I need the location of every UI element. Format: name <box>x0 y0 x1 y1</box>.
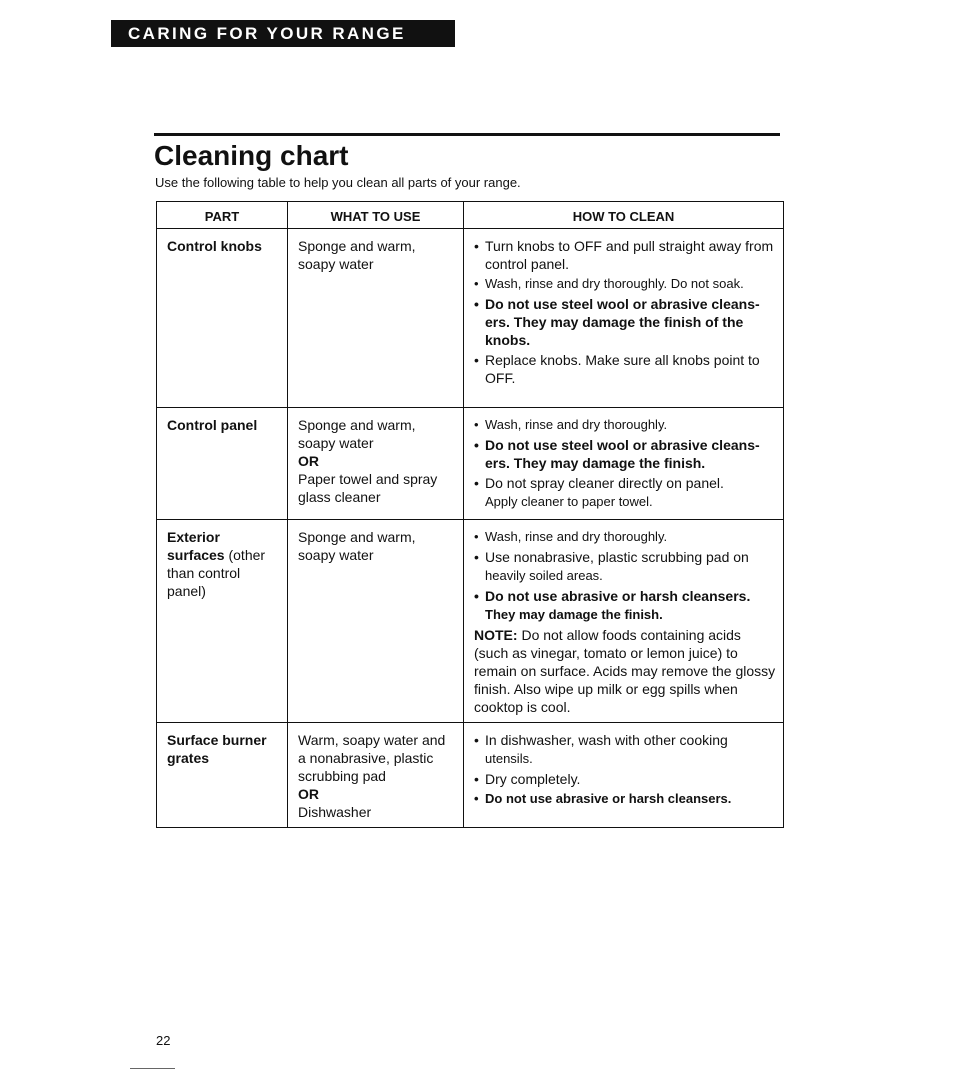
footer-rule <box>130 1068 175 1069</box>
use-or-label: OR <box>298 453 319 469</box>
use-line: Sponge and warm, <box>298 529 416 545</box>
use-line: soapy water <box>298 256 374 272</box>
instruction-item: • Use nonabrasive, plastic scrubbing pad on heavily soiled areas. <box>474 548 777 585</box>
instruction-item: • Wash, rinse and dry thoroughly. <box>474 528 777 546</box>
how-to-clean-cell <box>464 520 784 723</box>
how-to-clean-cell <box>464 229 784 408</box>
warning-item: • Do not use abrasive or harsh cleansers. <box>474 790 777 808</box>
column-header-part: PART <box>157 202 288 229</box>
instruction-item: • Replace knobs. Make sure all knobs point to OFF. <box>474 351 777 387</box>
how-to-clean-cell <box>464 408 784 520</box>
use-line: a nonabrasive, plastic <box>298 750 434 766</box>
column-header-what-to-use: WHAT TO USE <box>288 202 464 229</box>
part-name: Surface burner grates <box>167 732 267 766</box>
table-row <box>157 520 784 723</box>
section-banner: CARING FOR YOUR RANGE <box>111 20 455 47</box>
use-line: Paper towel and spray <box>298 471 438 487</box>
part-name: Exterior surfaces <box>167 529 225 563</box>
use-line: glass cleaner <box>298 489 381 505</box>
page-title: Cleaning chart <box>154 140 349 171</box>
part-cell <box>157 408 288 520</box>
note-text: Do not allow foods containing acids (such as vinegar, tomato or lemon juice) to remain on surface. Acids may remove the glossy finish. Also wipe up milk or egg spills when cooktop is cool. <box>474 627 776 715</box>
use-line: soapy water <box>298 435 374 451</box>
how-to-clean-cell <box>464 723 784 828</box>
part-name: Control knobs <box>167 238 262 254</box>
table-row <box>157 229 784 408</box>
title-rule <box>154 133 780 136</box>
instruction-item: • Turn knobs to OFF and pull straight away from control panel. <box>474 237 777 273</box>
use-line: Warm, soapy water and <box>298 732 446 748</box>
table-header-row <box>157 202 784 229</box>
use-line: Sponge and warm, <box>298 417 416 433</box>
part-cell <box>157 229 288 408</box>
part-qualifier: (other than control panel) <box>167 547 266 599</box>
instruction-item: • Do not spray cleaner directly on panel. Apply cleaner to paper towel. <box>474 474 777 511</box>
intro-text: Use the following table to help you clean all parts of your range. <box>155 175 521 190</box>
use-or-label: OR <box>298 786 319 802</box>
use-line: soapy water <box>298 547 374 563</box>
instruction-item: • Wash, rinse and dry thoroughly. <box>474 416 777 434</box>
table-row <box>157 723 784 828</box>
what-to-use-cell <box>288 408 464 520</box>
use-line: scrubbing pad <box>298 768 386 784</box>
column-header-how-to-clean: HOW TO CLEAN <box>464 202 784 229</box>
instruction-item: • Dry completely. <box>474 770 777 788</box>
note-paragraph <box>474 626 777 716</box>
table-row <box>157 408 784 520</box>
part-name: Control panel <box>167 417 258 433</box>
use-line: Dishwasher <box>298 804 372 820</box>
part-cell <box>157 723 288 828</box>
what-to-use-cell <box>288 723 464 828</box>
warning-item: • Do not use abrasive or harsh cleansers. They may damage the finish. <box>474 587 777 624</box>
part-cell <box>157 520 288 723</box>
warning-item: • Do not use steel wool or abrasive cleans-ers. They may damage the finish. <box>474 436 777 472</box>
what-to-use-cell <box>288 520 464 723</box>
what-to-use-cell <box>288 229 464 408</box>
instruction-item: • In dishwasher, wash with other cooking utensils. <box>474 731 777 768</box>
page-number: 22 <box>156 1033 171 1048</box>
warning-item: • Do not use steel wool or abrasive cleans-ers. They may damage the finish of the knobs. <box>474 295 777 349</box>
note-label: NOTE: <box>474 627 518 643</box>
instruction-item: • Wash, rinse and dry thoroughly. Do not soak. <box>474 275 777 293</box>
use-line: Sponge and warm, <box>298 238 416 254</box>
cleaning-chart-table <box>156 201 784 828</box>
